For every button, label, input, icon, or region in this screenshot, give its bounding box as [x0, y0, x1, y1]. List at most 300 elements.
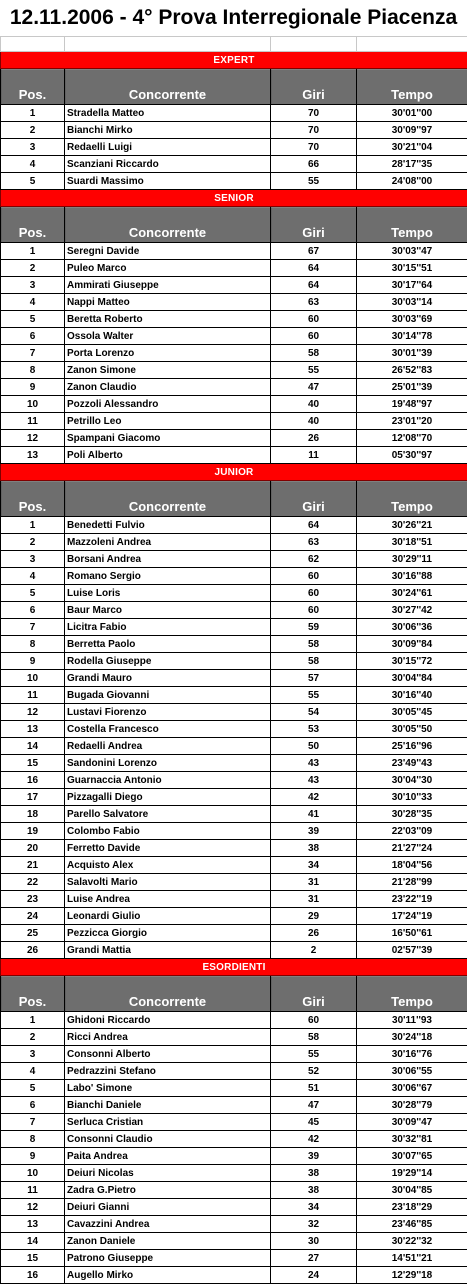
- cell-time: 30'16''40: [357, 687, 467, 704]
- cell-time: 30'22''32: [357, 1233, 467, 1250]
- cell-name: Borsani Andrea: [65, 551, 271, 568]
- cell-time: 05'30''97: [357, 447, 467, 464]
- cell-laps: 52: [271, 1063, 357, 1080]
- cell-time: 30'21''04: [357, 139, 467, 156]
- cell-laps: 26: [271, 430, 357, 447]
- cell-time: 30'24''61: [357, 585, 467, 602]
- table-row: [1, 311, 467, 328]
- cell-pos: 5: [1, 311, 65, 328]
- cell-time: 30'16''76: [357, 1046, 467, 1063]
- cell-laps: 40: [271, 396, 357, 413]
- cell-laps: 64: [271, 260, 357, 277]
- cell-laps: 34: [271, 1199, 357, 1216]
- cell-name: Licitra Fabio: [65, 619, 271, 636]
- cell-laps: 58: [271, 653, 357, 670]
- column-header-row: [1, 481, 467, 517]
- col-header-time: Tempo: [357, 69, 467, 105]
- cell-name: Grandi Mauro: [65, 670, 271, 687]
- cell-pos: 16: [1, 772, 65, 789]
- table-row: [1, 122, 467, 139]
- cell-name: Pozzoli Alessandro: [65, 396, 271, 413]
- table-row: [1, 1114, 467, 1131]
- cell-time: 30'17''64: [357, 277, 467, 294]
- cell-name: Serluca Cristian: [65, 1114, 271, 1131]
- cell-laps: 38: [271, 1182, 357, 1199]
- table-row: [1, 602, 467, 619]
- cell-pos: 1: [1, 105, 65, 122]
- cell-pos: 7: [1, 1114, 65, 1131]
- cell-pos: 21: [1, 857, 65, 874]
- table-row: [1, 1182, 467, 1199]
- col-header-laps: Giri: [271, 207, 357, 243]
- cell-laps: 70: [271, 139, 357, 156]
- table-row: [1, 568, 467, 585]
- cell-pos: 13: [1, 721, 65, 738]
- cell-time: 19'48''97: [357, 396, 467, 413]
- cell-pos: 16: [1, 1267, 65, 1284]
- cell-name: Stradella Matteo: [65, 105, 271, 122]
- cell-pos: 6: [1, 1097, 65, 1114]
- table-row: [1, 243, 467, 260]
- cell-time: 30'06''55: [357, 1063, 467, 1080]
- cell-time: 19'29''14: [357, 1165, 467, 1182]
- cell-pos: 15: [1, 755, 65, 772]
- cell-pos: 11: [1, 413, 65, 430]
- cell-laps: 58: [271, 636, 357, 653]
- col-header-time: Tempo: [357, 976, 467, 1012]
- cell-laps: 55: [271, 1046, 357, 1063]
- cell-time: 22'03''09: [357, 823, 467, 840]
- table-row: [1, 447, 467, 464]
- cell-name: Zanon Simone: [65, 362, 271, 379]
- table-row: [1, 1199, 467, 1216]
- col-header-pos: Pos.: [1, 69, 65, 105]
- cell-laps: 42: [271, 789, 357, 806]
- cell-name: Redaelli Luigi: [65, 139, 271, 156]
- cell-pos: 2: [1, 534, 65, 551]
- cell-name: Scanziani Riccardo: [65, 156, 271, 173]
- cell-laps: 31: [271, 891, 357, 908]
- col-header-laps: Giri: [271, 481, 357, 517]
- cell-pos: 4: [1, 1063, 65, 1080]
- cell-laps: 70: [271, 105, 357, 122]
- table-row: [1, 1131, 467, 1148]
- category-label: JUNIOR: [1, 464, 467, 481]
- cell-name: Redaelli Andrea: [65, 738, 271, 755]
- cell-name: Bianchi Mirko: [65, 122, 271, 139]
- table-row: [1, 1097, 467, 1114]
- cell-time: 16'50''61: [357, 925, 467, 942]
- col-header-name: Concorrente: [65, 69, 271, 105]
- table-row: [1, 704, 467, 721]
- col-header-pos: Pos.: [1, 976, 65, 1012]
- cell-name: Cavazzini Andrea: [65, 1216, 271, 1233]
- cell-name: Pizzagalli Diego: [65, 789, 271, 806]
- cell-name: Augello Mirko: [65, 1267, 271, 1284]
- cell-name: Bianchi Daniele: [65, 1097, 271, 1114]
- cell-name: Pedrazzini Stefano: [65, 1063, 271, 1080]
- cell-pos: 1: [1, 517, 65, 534]
- table-row: [1, 517, 467, 534]
- cell-name: Colombo Fabio: [65, 823, 271, 840]
- table-row: [1, 755, 467, 772]
- cell-name: Ferretto Davide: [65, 840, 271, 857]
- cell-pos: 2: [1, 1029, 65, 1046]
- table-row: [1, 823, 467, 840]
- cell-time: 30'15''51: [357, 260, 467, 277]
- table-row: [1, 362, 467, 379]
- table-row: [1, 551, 467, 568]
- cell-laps: 60: [271, 602, 357, 619]
- cell-name: Ossola Walter: [65, 328, 271, 345]
- cell-name: Leonardi Giulio: [65, 908, 271, 925]
- cell-laps: 34: [271, 857, 357, 874]
- col-header-time: Tempo: [357, 481, 467, 517]
- cell-laps: 43: [271, 755, 357, 772]
- cell-time: 30'03''14: [357, 294, 467, 311]
- cell-laps: 67: [271, 243, 357, 260]
- cell-laps: 47: [271, 1097, 357, 1114]
- cell-laps: 62: [271, 551, 357, 568]
- cell-name: Sandonini Lorenzo: [65, 755, 271, 772]
- cell-laps: 60: [271, 568, 357, 585]
- table-row: [1, 925, 467, 942]
- cell-laps: 42: [271, 1131, 357, 1148]
- cell-pos: 17: [1, 789, 65, 806]
- cell-time: 30'07''65: [357, 1148, 467, 1165]
- col-header-name: Concorrente: [65, 976, 271, 1012]
- cell-pos: 14: [1, 1233, 65, 1250]
- cell-laps: 43: [271, 772, 357, 789]
- cell-pos: 13: [1, 447, 65, 464]
- cell-time: 24'08''00: [357, 173, 467, 190]
- cell-name: Guarnaccia Antonio: [65, 772, 271, 789]
- table-row: [1, 156, 467, 173]
- cell-time: 30'05''50: [357, 721, 467, 738]
- cell-pos: 11: [1, 687, 65, 704]
- cell-laps: 55: [271, 362, 357, 379]
- cell-time: 30'18''51: [357, 534, 467, 551]
- cell-laps: 59: [271, 619, 357, 636]
- table-row: [1, 687, 467, 704]
- cell-pos: 4: [1, 568, 65, 585]
- col-header-name: Concorrente: [65, 481, 271, 517]
- cell-name: Deiuri Gianni: [65, 1199, 271, 1216]
- cell-time: 30'15''72: [357, 653, 467, 670]
- cell-name: Parello Salvatore: [65, 806, 271, 823]
- cell-name: Patrono Giuseppe: [65, 1250, 271, 1267]
- cell-pos: 9: [1, 379, 65, 396]
- cell-name: Consonni Claudio: [65, 1131, 271, 1148]
- cell-time: 30'03''69: [357, 311, 467, 328]
- table-row: [1, 857, 467, 874]
- cell-name: Labo' Simone: [65, 1080, 271, 1097]
- cell-time: 23'22''19: [357, 891, 467, 908]
- cell-time: 30'06''36: [357, 619, 467, 636]
- table-row: [1, 277, 467, 294]
- cell-name: Lustavi Fiorenzo: [65, 704, 271, 721]
- cell-time: 23'49''43: [357, 755, 467, 772]
- cell-laps: 40: [271, 413, 357, 430]
- table-row: [1, 891, 467, 908]
- cell-name: Petrillo Leo: [65, 413, 271, 430]
- cell-time: 12'29''18: [357, 1267, 467, 1284]
- cell-laps: 55: [271, 687, 357, 704]
- cell-time: 30'09''84: [357, 636, 467, 653]
- cell-laps: 60: [271, 328, 357, 345]
- cell-time: 30'29''11: [357, 551, 467, 568]
- cell-name: Rodella Giuseppe: [65, 653, 271, 670]
- cell-laps: 63: [271, 294, 357, 311]
- cell-pos: 23: [1, 891, 65, 908]
- cell-pos: 5: [1, 173, 65, 190]
- cell-laps: 38: [271, 840, 357, 857]
- cell-name: Zadra G.Pietro: [65, 1182, 271, 1199]
- table-row: [1, 636, 467, 653]
- cell-laps: 53: [271, 721, 357, 738]
- table-row: [1, 534, 467, 551]
- table-row: [1, 294, 467, 311]
- table-row: [1, 1012, 467, 1029]
- cell-time: 30'05''45: [357, 704, 467, 721]
- category-header-senior: [1, 190, 467, 207]
- cell-pos: 12: [1, 430, 65, 447]
- cell-pos: 8: [1, 362, 65, 379]
- cell-pos: 7: [1, 345, 65, 362]
- cell-pos: 10: [1, 670, 65, 687]
- cell-time: 30'24''18: [357, 1029, 467, 1046]
- cell-time: 30'09''97: [357, 122, 467, 139]
- cell-name: Bugada Giovanni: [65, 687, 271, 704]
- cell-name: Costella Francesco: [65, 721, 271, 738]
- cell-time: 30'28''35: [357, 806, 467, 823]
- table-row: [1, 772, 467, 789]
- cell-time: 23'18''29: [357, 1199, 467, 1216]
- cell-pos: 3: [1, 551, 65, 568]
- category-label: EXPERT: [1, 52, 467, 69]
- cell-pos: 11: [1, 1182, 65, 1199]
- cell-pos: 1: [1, 1012, 65, 1029]
- table-row: [1, 1233, 467, 1250]
- table-row: [1, 1250, 467, 1267]
- category-label: ESORDIENTI: [1, 959, 467, 976]
- cell-laps: 31: [271, 874, 357, 891]
- cell-name: Suardi Massimo: [65, 173, 271, 190]
- cell-pos: 8: [1, 1131, 65, 1148]
- cell-laps: 32: [271, 1216, 357, 1233]
- cell-laps: 11: [271, 447, 357, 464]
- cell-laps: 58: [271, 1029, 357, 1046]
- cell-pos: 13: [1, 1216, 65, 1233]
- cell-name: Acquisto Alex: [65, 857, 271, 874]
- cell-laps: 38: [271, 1165, 357, 1182]
- cell-laps: 29: [271, 908, 357, 925]
- cell-pos: 4: [1, 294, 65, 311]
- cell-time: 23'46''85: [357, 1216, 467, 1233]
- col-header-name: Concorrente: [65, 207, 271, 243]
- cell-laps: 70: [271, 122, 357, 139]
- cell-pos: 5: [1, 585, 65, 602]
- cell-laps: 58: [271, 345, 357, 362]
- cell-laps: 24: [271, 1267, 357, 1284]
- cell-pos: 2: [1, 122, 65, 139]
- cell-name: Grandi Mattia: [65, 942, 271, 959]
- col-header-pos: Pos.: [1, 481, 65, 517]
- cell-name: Luise Andrea: [65, 891, 271, 908]
- cell-time: 26'52''83: [357, 362, 467, 379]
- cell-name: Consonni Alberto: [65, 1046, 271, 1063]
- cell-pos: 24: [1, 908, 65, 925]
- cell-pos: 12: [1, 704, 65, 721]
- table-row: [1, 173, 467, 190]
- table-row: [1, 1148, 467, 1165]
- cell-laps: 41: [271, 806, 357, 823]
- cell-laps: 64: [271, 277, 357, 294]
- results-table: [0, 37, 467, 1284]
- cell-name: Nappi Matteo: [65, 294, 271, 311]
- table-row: [1, 721, 467, 738]
- cell-name: Luise Loris: [65, 585, 271, 602]
- cell-time: 30'03''47: [357, 243, 467, 260]
- cell-time: 17'24''19: [357, 908, 467, 925]
- cell-pos: 25: [1, 925, 65, 942]
- cell-laps: 64: [271, 517, 357, 534]
- cell-pos: 22: [1, 874, 65, 891]
- cell-time: 30'11''93: [357, 1012, 467, 1029]
- cell-time: 30'26''21: [357, 517, 467, 534]
- cell-time: 25'01''39: [357, 379, 467, 396]
- cell-laps: 39: [271, 1148, 357, 1165]
- cell-name: Mazzoleni Andrea: [65, 534, 271, 551]
- table-row: [1, 1216, 467, 1233]
- table-row: [1, 789, 467, 806]
- cell-name: Baur Marco: [65, 602, 271, 619]
- table-row: [1, 738, 467, 755]
- cell-pos: 14: [1, 738, 65, 755]
- cell-pos: 3: [1, 277, 65, 294]
- table-row: [1, 1267, 467, 1284]
- cell-pos: 3: [1, 1046, 65, 1063]
- cell-pos: 2: [1, 260, 65, 277]
- table-row: [1, 653, 467, 670]
- column-header-row: [1, 976, 467, 1012]
- table-row: [1, 105, 467, 122]
- cell-laps: 51: [271, 1080, 357, 1097]
- cell-name: Zanon Claudio: [65, 379, 271, 396]
- cell-pos: 18: [1, 806, 65, 823]
- cell-name: Beretta Roberto: [65, 311, 271, 328]
- table-row: [1, 942, 467, 959]
- col-header-laps: Giri: [271, 976, 357, 1012]
- cell-pos: 9: [1, 653, 65, 670]
- cell-time: 30'16''88: [357, 568, 467, 585]
- cell-name: Seregni Davide: [65, 243, 271, 260]
- table-row: [1, 670, 467, 687]
- cell-laps: 2: [271, 942, 357, 959]
- cell-pos: 5: [1, 1080, 65, 1097]
- cell-laps: 47: [271, 379, 357, 396]
- cell-name: Romano Sergio: [65, 568, 271, 585]
- cell-name: Pezzicca Giorgio: [65, 925, 271, 942]
- cell-laps: 50: [271, 738, 357, 755]
- cell-name: Salavolti Mario: [65, 874, 271, 891]
- cell-name: Spampani Giacomo: [65, 430, 271, 447]
- cell-pos: 8: [1, 636, 65, 653]
- table-row: [1, 396, 467, 413]
- cell-laps: 66: [271, 156, 357, 173]
- table-row: [1, 619, 467, 636]
- cell-pos: 6: [1, 602, 65, 619]
- category-header-junior: [1, 464, 467, 481]
- cell-pos: 9: [1, 1148, 65, 1165]
- table-row: [1, 1046, 467, 1063]
- cell-laps: 57: [271, 670, 357, 687]
- cell-name: Puleo Marco: [65, 260, 271, 277]
- cell-time: 25'16''96: [357, 738, 467, 755]
- cell-laps: 63: [271, 534, 357, 551]
- cell-name: Berretta Paolo: [65, 636, 271, 653]
- table-row: [1, 328, 467, 345]
- cell-pos: 1: [1, 243, 65, 260]
- cell-time: 14'51''21: [357, 1250, 467, 1267]
- table-row: [1, 806, 467, 823]
- cell-time: 30'28''79: [357, 1097, 467, 1114]
- cell-name: Deiuri Nicolas: [65, 1165, 271, 1182]
- cell-name: Paita Andrea: [65, 1148, 271, 1165]
- table-row: [1, 345, 467, 362]
- cell-pos: 19: [1, 823, 65, 840]
- table-row: [1, 1080, 467, 1097]
- cell-pos: 3: [1, 139, 65, 156]
- cell-laps: 45: [271, 1114, 357, 1131]
- results-table-body: [1, 37, 467, 1284]
- table-row: [1, 1029, 467, 1046]
- cell-pos: 15: [1, 1250, 65, 1267]
- cell-pos: 20: [1, 840, 65, 857]
- cell-pos: 4: [1, 156, 65, 173]
- cell-name: Ricci Andrea: [65, 1029, 271, 1046]
- table-row: [1, 260, 467, 277]
- cell-name: Ammirati Giuseppe: [65, 277, 271, 294]
- cell-time: 30'04''84: [357, 670, 467, 687]
- cell-laps: 39: [271, 823, 357, 840]
- table-row: [1, 139, 467, 156]
- cell-laps: 60: [271, 585, 357, 602]
- cell-time: 30'09''47: [357, 1114, 467, 1131]
- cell-laps: 60: [271, 311, 357, 328]
- cell-laps: 26: [271, 925, 357, 942]
- cell-time: 30'10''33: [357, 789, 467, 806]
- col-header-time: Tempo: [357, 207, 467, 243]
- cell-name: Ghidoni Riccardo: [65, 1012, 271, 1029]
- cell-time: 30'01''00: [357, 105, 467, 122]
- spacer-row: [1, 37, 467, 52]
- cell-pos: 10: [1, 396, 65, 413]
- cell-name: Porta Lorenzo: [65, 345, 271, 362]
- category-header-esordienti: [1, 959, 467, 976]
- col-header-pos: Pos.: [1, 207, 65, 243]
- cell-time: 30'04''85: [357, 1182, 467, 1199]
- table-row: [1, 1063, 467, 1080]
- cell-laps: 27: [271, 1250, 357, 1267]
- cell-name: Poli Alberto: [65, 447, 271, 464]
- table-row: [1, 874, 467, 891]
- cell-pos: 10: [1, 1165, 65, 1182]
- cell-time: 18'04''56: [357, 857, 467, 874]
- cell-laps: 55: [271, 173, 357, 190]
- cell-time: 30'04''30: [357, 772, 467, 789]
- category-label: SENIOR: [1, 190, 467, 207]
